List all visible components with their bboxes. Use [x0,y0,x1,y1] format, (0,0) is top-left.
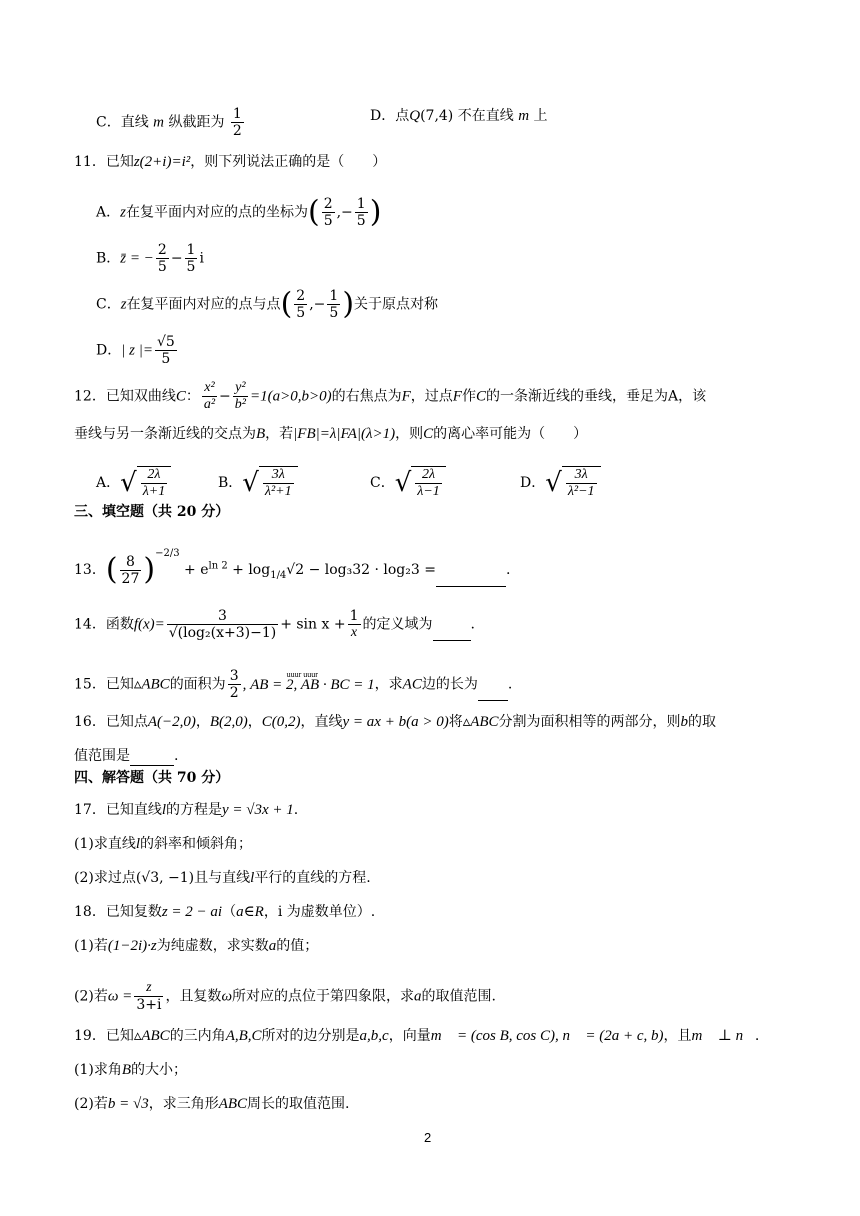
q15-blank [478,686,508,701]
q10-c-text: 纵截距为 [168,114,225,131]
q19-part2: (2)若b = √3，求三角形ABC周长的取值范围. [74,1096,350,1112]
q19-part1: (1)求角B的大小； [74,1062,188,1078]
q16-line2: 值范围是 . [74,748,179,764]
q11-equation: z(2+i)=i² [133,154,191,170]
q18-part1: (1)若(1−2i)·z为纯虚数，求实数a的值； [74,938,319,954]
q17-part2: (2)求过点(√3, −1)且与直线l平行的直线的方程. [74,870,371,886]
section3-title: 三、填空题（共 20 分） [74,504,230,520]
q10-d-point: Q [409,108,421,124]
q12-option-a: A．√ $\frac{2\lambda}{\lambda+1}$ [96,466,171,500]
q19-stem: 19．已知▵ABC的三内角A,B,C所对的边分别是a,b,c，向量m⃗ = (cos B, cos C), n⃗ = (2a + c, b)，且m⃗ ⊥ n⃗. [74,1028,760,1044]
q10-d-coords: (7,4) [420,108,454,124]
q12-stem-line2: 垂线与另一条渐近线的交点为B，若|FB|=λ|FA|(λ>1)，则C的离心率可能为（ ） [74,426,588,442]
q16-line1: 16．已知点A(−2,0)，B(2,0)，C(0,2)，直线y = ax + b(a > 0)将▵ABC分割为面积相等的两部分，则b的取 [74,714,717,730]
q18-stem: 18．已知复数z = 2 − ai（a∈R，i 为虚数单位）. [74,904,376,920]
q18-part2: (2)若ω = $\frac{z}{3+i}$ ，且复数ω所对应的点位于第四象限，求a的取值范围. [74,980,496,1013]
section4-title: 四、解答题（共 70 分） [74,770,230,786]
q10-d-text: 不在直线 [457,108,514,124]
q11-option-d: D．| z |= $\frac{√5}{5}$ [96,334,175,367]
q12-stem-line1: 12．已知双曲线C： $\frac{\text{x²}}{\text{a²}}$ − $\frac{\text{y²}}{\text{b²}}$ =1(a>0,b>0)的右焦点为F，过点F作C的一条渐近线的垂线，垂足为A，该 [74,380,707,412]
q11-option-b: B．z̄ = − $\frac{2}{5}$ − $\frac{1}{5}$ i [96,242,204,275]
q10-option-c [96,106,246,139]
q10-c-prefix: C．直线 [96,114,149,131]
q13-line: 13．( $\frac{8}{27}$ )$^{-2/3} + e^{ln 2} + \log_{1/4}√2 - \log_332 \cdot \log_23$ = . [74,548,511,587]
q16-blank [130,751,174,766]
q12-option-c: C．√ $\frac{2\lambda}{\lambda-1}$ [370,466,446,500]
q15-line: 15．已知▵ABC的面积为 $\frac{3}{2}$ , AB = 2, AB · BC = 1 uuur uuur ，求AC边的长为 . [74,668,513,701]
q15-condition: , AB = 2, AB · BC = 1 uuur uuur [242,669,375,693]
q17-stem: 17．已知直线l的方程是y = √3x + 1. [74,802,299,818]
page-number: 2 [424,1130,432,1145]
q17-part1: (1)求直线l的斜率和倾斜角； [74,836,253,852]
q14-line: 14．函数f(x)= $\frac{3}{\text{√(log₂(x+3)−1)}}$ + sin x + $\frac{1}{x}$ 的定义域为 . [74,608,475,641]
q10-c-var: m [153,114,165,131]
q10-d-prefix: D．点 [370,108,410,124]
q12-option-d: D．√ $\frac{3\lambda}{\text{λ²−1}}$ [520,466,601,500]
q10-option-d [370,106,547,126]
q10-d-end: 上 [533,108,548,124]
q11-stem: 11．已知z(2+i)=i²，则下列说法正确的是（ ） [74,154,387,170]
q12-option-b: B．√ $\frac{3\lambda}{\text{λ²+1}}$ [218,466,298,500]
q13-blank [436,572,506,587]
q11-option-a: A．z在复平面内对应的点的坐标为( $\frac{2}{5}$ ,− $\frac{1}{5}$ ) [96,194,382,230]
q14-blank [433,626,471,641]
q11-option-c: C．z在复平面内对应的点与点( $\frac{2}{5}$ ,− $\frac{1}{5}$ )关于原点对称 [96,286,439,322]
q10-c-fraction: $\frac{1}{2}$ [232,106,242,139]
q10-d-var: m [518,108,530,124]
